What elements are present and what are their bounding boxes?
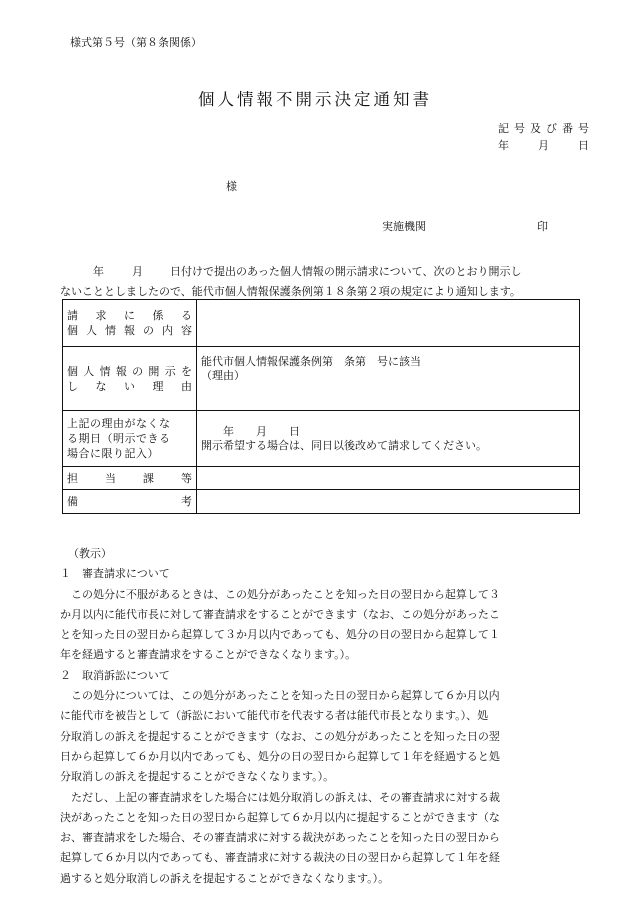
instruction-line: この処分については、この処分があったことを知った日の翌日から起算して６か月以内 — [60, 689, 500, 703]
instruction-line: この処分に不服があるときは、この処分があったことを知った日の翌日から起算して３ — [60, 587, 500, 601]
instruction-line: に能代市を被告として（訴訟において能代市を代表する者は能代市長となります。）、処 — [60, 709, 489, 723]
value-line: （理由） — [201, 369, 245, 382]
instruction-line: ２ 取消訴訟について — [60, 668, 170, 682]
label-line: 上記の理由がなくな — [67, 417, 171, 430]
table-row — [63, 300, 580, 347]
value-line: 年 月 日 — [201, 424, 300, 438]
row-value-remarks[interactable] — [197, 490, 580, 514]
intro-text: 日付けで提出のあった個人情報の開示請求について、次のとおり開示し — [170, 265, 522, 278]
instruction-line: 決があったことを知った日の翌日から起算して６か月以内に提起することができます（な — [60, 810, 500, 824]
instruction-line: お、審査請求をした場合、その審査請求に対する裁決があったことを知った日の翌日から — [60, 831, 500, 845]
label-line: る期日（明示できる — [67, 432, 171, 445]
issue-date — [498, 139, 589, 152]
info-table — [62, 299, 580, 514]
instruction-line: 日から起算して６か月以内であっても、処分の日の翌日から起算して１年を経過すると処 — [60, 749, 500, 763]
instruction-line: 過すると処分取消しの訴えを提起することができなくなります。）。 — [60, 871, 390, 885]
addressee-suffix: 様 — [226, 180, 237, 193]
intro-line-1 — [60, 262, 590, 282]
instructions-heading: （教示） — [68, 547, 112, 560]
row-label-request-content — [63, 300, 197, 347]
label-line: し な い 理 由 — [67, 379, 192, 393]
document-title: 個人情報不開示決定通知書 — [198, 90, 432, 109]
instruction-line: 起算して６か月以内であっても、審査請求に対する裁決の日の翌日から起算して１年を経 — [60, 851, 500, 865]
value-line: 開示希望する場合は、同日以後改めて請求してください。 — [201, 438, 487, 452]
label-line: 個 人 情 報 の 内 容 — [67, 324, 192, 337]
seal-mark: 印 — [537, 220, 548, 233]
intro-year: 年 — [93, 265, 104, 278]
instruction-line: とを知った日の翌日から起算して３か月以内であっても、処分の日の翌日から起算して１ — [60, 628, 500, 642]
instruction-line: 分取消しの訴えを提起することができなくなります。）。 — [60, 770, 335, 784]
issue-date-month: 月 — [538, 139, 549, 152]
table-row — [63, 467, 580, 490]
issue-date-day: 日 — [578, 139, 589, 152]
instruction-line: １ 審査請求について — [60, 567, 170, 581]
label-line: 請 求 に 係 る — [67, 309, 192, 322]
issue-date-year: 年 — [498, 139, 509, 152]
instruction-line: 年を経過すると審査請求をすることができなくなります。）。 — [60, 648, 357, 662]
agency-label: 実施機関 — [382, 220, 426, 233]
form-number: 様式第５号（第８条関係） — [70, 36, 202, 49]
row-label-expiry-date — [63, 411, 197, 467]
instruction-line: ただし、上記の審査請求をした場合には処分取消しの訴えは、その審査請求に対する裁 — [60, 790, 500, 804]
instruction-line: 分取消しの訴えを提起することができます（なお、この処分があったことを知った日の翌 — [60, 729, 500, 743]
row-value-request-content[interactable] — [197, 300, 580, 347]
row-label-department — [63, 467, 197, 490]
instructions-section — [60, 544, 590, 889]
intro-paragraph — [60, 262, 590, 302]
table-row — [63, 490, 580, 514]
row-value-department[interactable] — [197, 467, 580, 490]
row-value-nondisclosure-reason[interactable] — [197, 347, 580, 411]
table-row — [63, 347, 580, 411]
label-line: 備 考 — [67, 495, 192, 508]
row-value-expiry-date[interactable] — [197, 411, 580, 467]
table-row — [63, 411, 580, 467]
value-line: 能代市個人情報保護条例第 条第 号に該当 — [201, 355, 421, 368]
instruction-line: か月以内に能代市長に対して審査請求をすることができます（なお、この処分があったこ — [60, 607, 500, 621]
intro-line-2: ないこととしましたので、能代市個人情報保護条例第１８条第２項の規定により通知します。 — [60, 285, 521, 298]
row-label-nondisclosure-reason — [63, 347, 197, 411]
document-number-label: 記号及び番号 — [498, 122, 594, 135]
label-line: 担 当 課 等 — [67, 471, 192, 485]
intro-month: 月 — [132, 265, 143, 278]
row-label-remarks — [63, 490, 197, 514]
label-line: 個 人 情 報 の 開 示 を — [67, 364, 192, 378]
label-line: 場合に限り記入） — [67, 447, 159, 460]
